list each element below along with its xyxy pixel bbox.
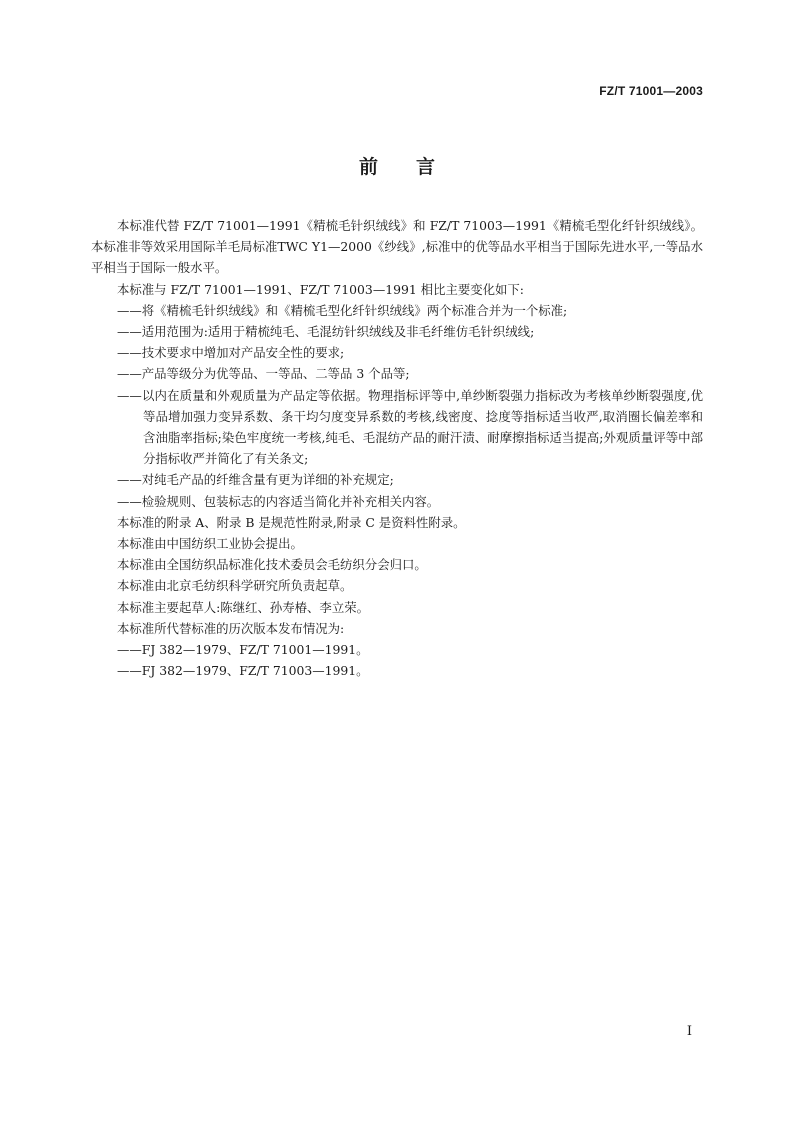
statement-history-intro: 本标准所代替标准的历次版本发布情况为: [117, 620, 345, 636]
change-item: ——产品等级分为优等品、一等品、二等品 3 个品等; [117, 366, 410, 382]
history-item: ——FJ 382—1979、FZ/T 71001—1991。 [117, 642, 369, 658]
change-item: ——对纯毛产品的纤维含量有更为详细的补充规定; [117, 472, 394, 488]
change-item: ——技术要求中增加对产品安全性的要求; [117, 345, 345, 361]
foreword-body [91, 215, 703, 681]
change-item: ——适用范围为:适用于精梳纯毛、毛混纺针织绒线及非毛纤维仿毛针织绒线; [117, 324, 535, 340]
paragraph-changes-intro: 本标准与 FZ/T 71001—1991、FZ/T 71003—1991 相比主要变化如下: [117, 281, 524, 297]
change-item: ——将《精梳毛针织绒线》和《精梳毛型化纤针织绒线》两个标准合并为一个标准; [117, 302, 568, 318]
history-item: ——FJ 382—1979、FZ/T 71003—1991。 [117, 663, 369, 679]
change-item: ——检验规则、包装标志的内容适当简化并补充相关内容。 [117, 493, 440, 509]
page-title [0, 152, 794, 179]
statement-annex: 本标准的附录 A、附录 B 是规范性附录,附录 C 是资料性附录。 [117, 514, 466, 530]
title-char-2: 言 [416, 156, 436, 178]
title-char-1: 前 [358, 156, 378, 178]
statement-drafter-org: 本标准由北京毛纺织科学研究所负责起草。 [117, 578, 353, 594]
paragraph-replacement: 本标准代替 FZ/T 71001—1991《精梳毛针织绒线》和 FZ/T 71003—1991《精梳毛型化纤针织绒线》。本标准非等效采用国际羊毛局标准TWC Y1—2000《纱线》,标准中的优等品水平相当于国际先进水平,一等品水平相当于国际一般水平。 [91, 218, 703, 276]
statement-proposer: 本标准由中国纺织工业协会提出。 [117, 536, 303, 552]
statement-committee: 本标准由全国纺织品标准化技术委员会毛纺织分会归口。 [117, 557, 427, 573]
statement-drafters: 本标准主要起草人:陈继红、孙寿椿、李立荣。 [117, 599, 369, 615]
standard-code: FZ/T 71001—2003 [599, 84, 703, 98]
change-item: ——以内在质量和外观质量为产品定等依据。物理指标评等中,单纱断裂强力指标改为考核单纱断裂强度,优等品增加强力变异系数、条干均匀度变异系数的考核,线密度、捻度等指标适当收严,取消圈长偏差率和含油脂率指标;染色牢度统一考核,纯毛、毛混纺产品的耐汗渍、耐摩擦指标适当提高;外观质量评等中部分指标收严并简化了有关条文; [117, 387, 703, 467]
page-number: I [686, 1024, 692, 1039]
